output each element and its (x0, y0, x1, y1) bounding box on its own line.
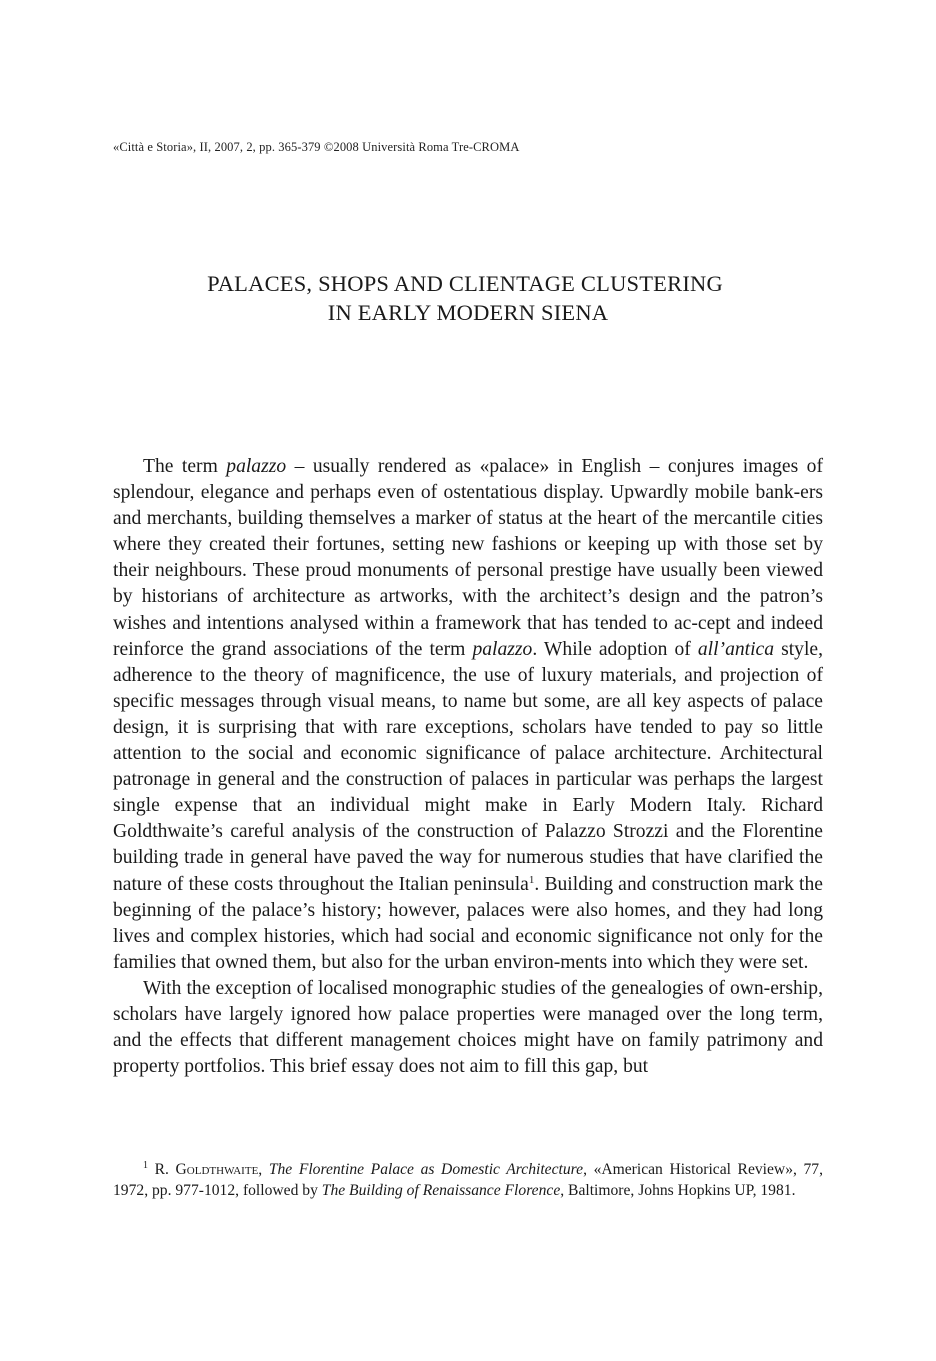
text-run: . While adoption of (532, 638, 698, 660)
footnote-title-1: The Florentine Palace as Domestic Architecture (268, 1161, 584, 1178)
text-run: – usually rendered as «palace» in English – conjures images of splendour, elegance and perhaps even of ostentatious display. Upwardly mobile bank-ers and merchants, building themselves a marker of status at the heart of the mercantile cities where they created their fortunes, setting new fashions or keeping up with those set by their neighbours. These proud monuments of personal prestige have usually been viewed by historians of architecture as artworks, with the architect’s design and the patron’s wishes and intentions analysed within a framework that has tended to ac-cept and indeed reinforce the grand associations of the term (113, 456, 823, 660)
footnote-1 (113, 1159, 823, 1201)
body-paragraph-1 (113, 454, 823, 976)
italic-term-palazzo: palazzo (226, 456, 287, 477)
italic-term-allantica: all’antica (697, 638, 775, 660)
article-title (0, 269, 936, 327)
article-body (113, 454, 823, 1080)
footnote-author-name: Goldthwaite (175, 1161, 259, 1178)
footnote-author-initial: R. (154, 1161, 176, 1178)
text-run: , (258, 1161, 269, 1178)
italic-term-palazzo: palazzo (472, 638, 533, 660)
footnote (113, 1159, 823, 1201)
footnote-title-2: The Building of Renaissance Florence (321, 1182, 561, 1199)
body-paragraph-2: With the exception of localised monographic studies of the genealogies of own-ership, scholars have largely ignored how palace properties were managed over the long term, and the effects that different management choices might have on family patrimony and property portfolios. This brief essay does not aim to fill this gap, but (113, 977, 823, 1078)
text-run: style, adherence to the theory of magnificence, the use of luxury materials, and projection of specific messages through visual means, to name but some, are all key aspects of palace design, it is surprising that with rare exceptions, scholars have tended to pay so little attention to the social and economic significance of palace architecture. Architectural patronage in general and the construction of palaces in particular was perhaps the largest single expense that an individual might make in Early Modern Italy. Richard Goldthwaite’s careful analysis of the construction of Palazzo Strozzi and the Florentine building trade in general have paved the way for numerous studies that have clarified the nature of these costs throughout the Italian peninsula (113, 638, 823, 895)
text-run: . Building and construction mark the beginning of the palace’s history; however, palaces were also homes, and they had long lives and complex histories, which had social and economic significance not only for the families that owned them, but also for the urban environ-ments into which they were set. (113, 873, 823, 973)
journal-citation-header: «Città e Storia», II, 2007, 2, pp. 365-379 ©2008 Università Roma Tre-CROMA (113, 140, 520, 154)
article-title-line-1: PALACES, SHOPS AND CLIENTAGE CLUSTERING (207, 271, 723, 296)
text-run: The term (143, 456, 227, 477)
text-run: , «American Historical Review», 77, 1972, pp. 977-1012, followed by (113, 1161, 823, 1199)
article-title-line-2: IN EARLY MODERN SIENA (327, 300, 609, 325)
footnote-number: 1 (143, 1160, 148, 1171)
footnote-reference[interactable]: 1 (528, 873, 535, 886)
text-run: , Baltimore, Johns Hopkins UP, 1981. (560, 1182, 796, 1199)
